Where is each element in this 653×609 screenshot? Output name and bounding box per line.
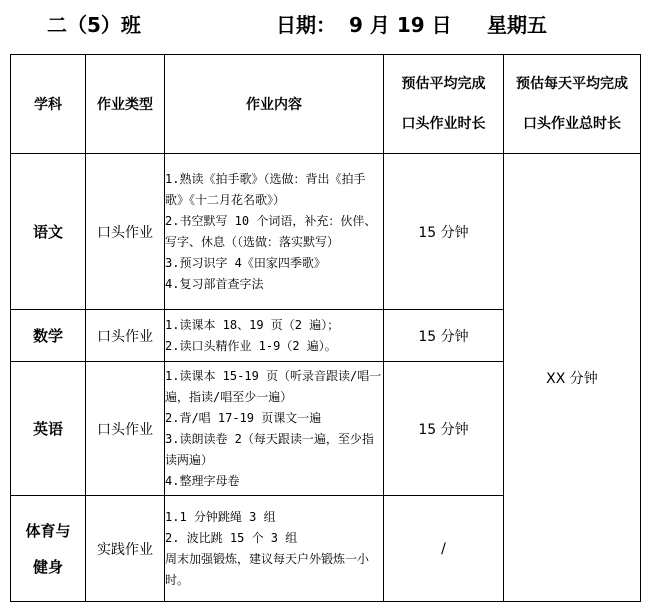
date-value: 9 月 19 日 xyxy=(349,13,452,37)
col-header-est-time xyxy=(384,55,504,154)
col-header-total-time-line2: 口头作业总时长 xyxy=(523,116,621,132)
col-header-est-time-line1: 预估平均完成 xyxy=(401,76,486,92)
subject-cell: 数学 xyxy=(11,310,86,362)
header xyxy=(0,0,653,46)
time-cell: 15 分钟 xyxy=(384,362,504,496)
subject-cell: 英语 xyxy=(11,362,86,496)
subject-line: 体育与 xyxy=(25,521,71,540)
content-line: 1.读课本 18、19 页（2 遍）； xyxy=(165,317,340,332)
col-header-content: 作业内容 xyxy=(165,55,384,154)
type-cell: 实践作业 xyxy=(86,496,165,602)
col-header-total-time xyxy=(504,55,641,154)
content-line: 1.熟读《拍手歌》（选做：背出《拍手歌》《十二月花名歌》） xyxy=(165,171,366,207)
content-line: 1.1 分钟跳绳 3 组 xyxy=(165,509,276,524)
col-header-subject: 学科 xyxy=(11,55,86,154)
subject-cell: 语文 xyxy=(11,154,86,310)
content-line: 3.读朗读卷 2（每天跟读一遍，至少指读两遍） xyxy=(165,431,374,467)
content-line: 2.书空默写 10 个词语，补充：伙伴、写字、休息（（选做：落实默写） xyxy=(165,213,377,249)
total-time-cell: XX 分钟 xyxy=(504,154,641,602)
type-cell: 口头作业 xyxy=(86,310,165,362)
type-cell: 口头作业 xyxy=(86,154,165,310)
content-line: 1.读课本 15-19 页（听录音跟读/唱一遍，指读/唱至少一遍） xyxy=(165,368,382,404)
time-cell: / xyxy=(384,496,504,602)
content-line: 2.读口头精作业 1-9（2 遍）。 xyxy=(165,338,337,353)
col-header-total-time-line1: 预估每天平均完成 xyxy=(516,76,628,92)
content-cell xyxy=(165,310,384,362)
col-header-est-time-line2: 口头作业时长 xyxy=(401,116,486,132)
table-header-row xyxy=(11,55,641,154)
table-row xyxy=(11,154,641,310)
content-line: 周末加强锻炼，建议每天户外锻炼一小时。 xyxy=(165,551,370,587)
weekday: 星期五 xyxy=(487,13,547,37)
content-line: 3.预习识字 4《田家四季歌》 xyxy=(165,255,326,270)
class-label: 二（5）班 xyxy=(47,13,141,37)
time-cell: 15 分钟 xyxy=(384,310,504,362)
content-line: 4.复习部首查字法 xyxy=(165,276,264,291)
type-cell: 口头作业 xyxy=(86,362,165,496)
subject-line: 健身 xyxy=(32,557,63,576)
content-cell xyxy=(165,154,384,310)
content-cell xyxy=(165,496,384,602)
col-header-type: 作业类型 xyxy=(86,55,165,154)
content-cell xyxy=(165,362,384,496)
content-line: 4.整理字母卷 xyxy=(165,473,240,488)
date-label: 日期： xyxy=(276,13,336,37)
homework-table xyxy=(10,54,641,602)
content-line: 2.背/唱 17-19 页课文一遍 xyxy=(165,410,322,425)
content-line: 2. 波比跳 15 个 3 组 xyxy=(165,530,298,545)
time-cell: 15 分钟 xyxy=(384,154,504,310)
subject-cell xyxy=(11,496,86,602)
